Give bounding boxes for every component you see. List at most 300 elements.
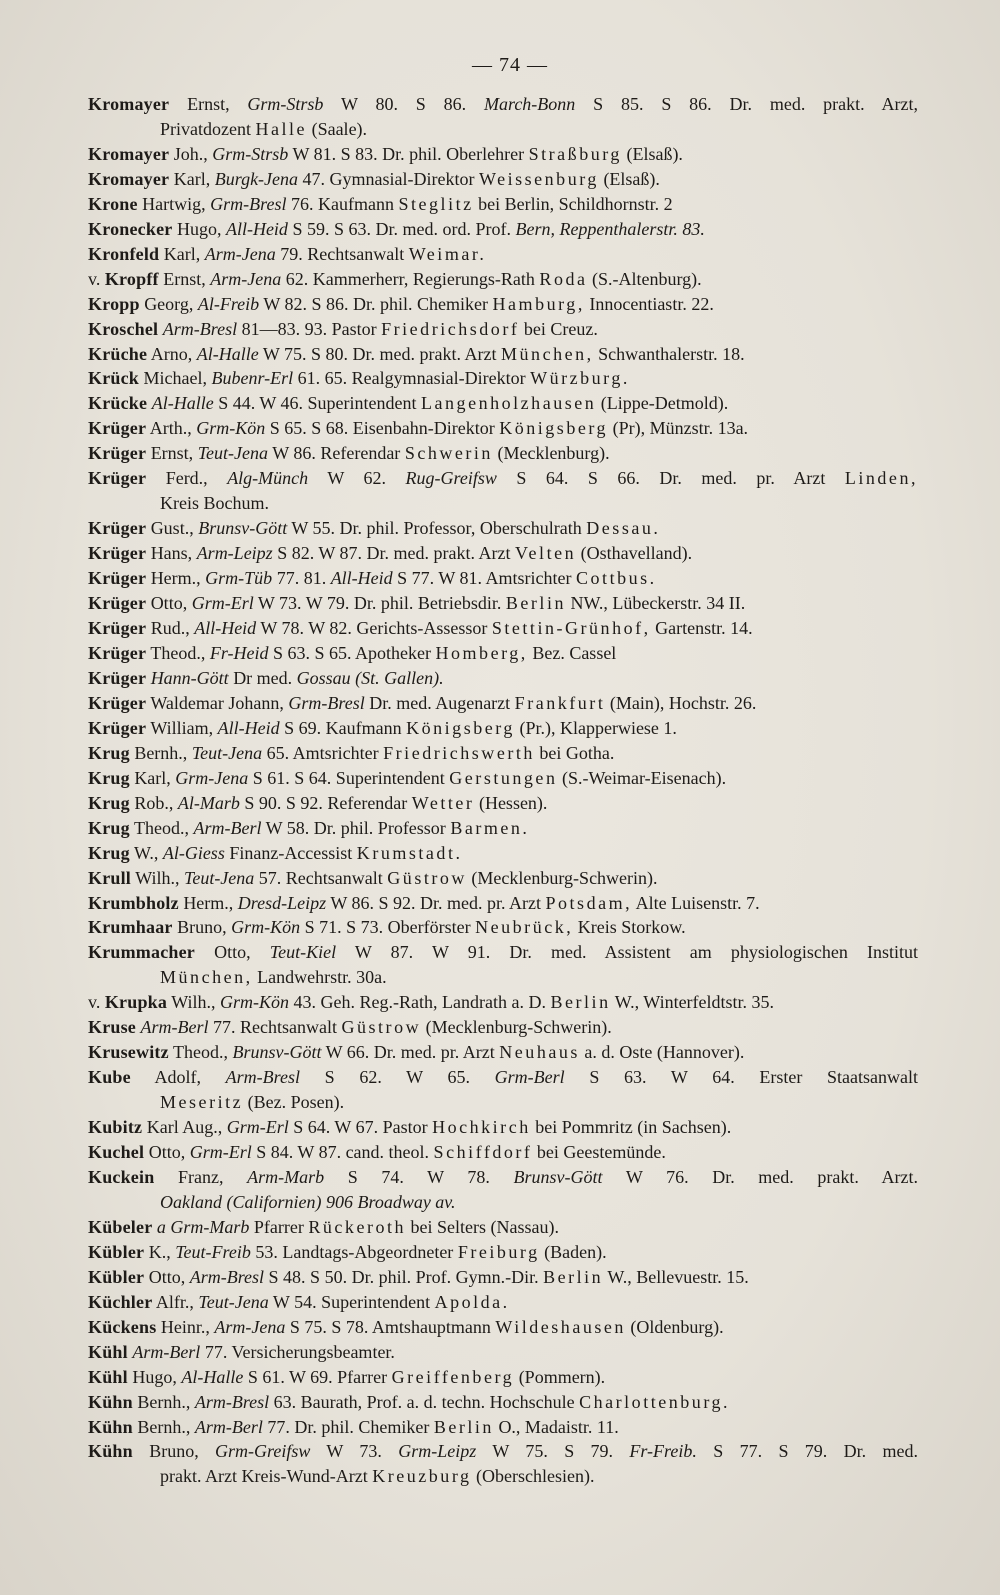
surname: Kronfeld	[88, 243, 160, 264]
affiliation-text: Grm-Leipz	[398, 1441, 477, 1462]
surname: Krüger	[88, 667, 147, 688]
entry-text: (Oberschlesien).	[471, 1466, 595, 1487]
place-name: Güstrow	[341, 1017, 422, 1038]
entry-text: (Baden).	[539, 1241, 607, 1262]
affiliation-text: Grm-Kön	[231, 917, 301, 938]
surname: Krug	[88, 842, 130, 863]
entry-text: Gust.,	[146, 518, 199, 539]
entry-line	[88, 92, 918, 117]
directory-entry	[88, 666, 918, 691]
place-name: Berlin	[505, 593, 566, 614]
entry-continuation-line	[88, 1464, 918, 1489]
surname: Kube	[88, 1067, 131, 1088]
place-name: Hochkirch	[432, 1117, 531, 1138]
surname: Kromayer	[88, 94, 170, 114]
entry-text: 61. 65. Realgymnasial-Direktor	[293, 368, 531, 389]
directory-entry	[88, 1390, 918, 1415]
entry-text: Ferd.,	[146, 468, 228, 489]
entry-line	[88, 816, 918, 841]
place-name: Dessau.	[586, 518, 661, 539]
entry-text: W 54. Superintendent	[268, 1291, 435, 1312]
entry-line	[88, 466, 918, 491]
place-name: Rückeroth	[308, 1216, 407, 1237]
directory-entry	[88, 940, 918, 990]
entry-line	[88, 1165, 918, 1190]
affiliation-text: Fr-Heid	[209, 642, 269, 663]
entry-text: W 75. S 80. Dr. med. prakt. Arzt	[258, 343, 502, 364]
entry-text: (Mecklenburg).	[492, 443, 610, 464]
entry-continuation-line	[88, 117, 918, 142]
entry-line	[88, 741, 918, 766]
affiliation-text: Burgk-Jena	[214, 168, 299, 189]
surname: Kruse	[88, 1017, 136, 1038]
affiliation-text: a Grm-Marb	[156, 1216, 250, 1237]
entry-text: Michael,	[139, 368, 212, 389]
affiliation-text: Arm-Jena	[210, 268, 282, 289]
place-name: Homberg,	[435, 642, 528, 663]
affiliation-text: Grm-Erl	[189, 1142, 252, 1163]
affiliation-text: Grm-Jena	[175, 767, 249, 788]
surname: Kühn	[88, 1441, 133, 1462]
entry-text: W 73.	[310, 1441, 399, 1462]
affiliation-text: Oakland (Californien) 906 Broadway av.	[160, 1191, 456, 1212]
entry-line	[88, 691, 918, 716]
affiliation-text: Arm-Marb	[247, 1166, 325, 1187]
directory-entry	[88, 1015, 918, 1040]
affiliation-text: Al-Halle	[151, 393, 214, 414]
place-name: Friedrichswerth	[383, 742, 535, 763]
surname: Kübeler	[88, 1216, 153, 1237]
entry-text: (S.-Altenburg).	[587, 268, 702, 289]
surname: Krüger	[88, 717, 147, 738]
entry-line	[88, 866, 918, 891]
entry-text: W 87. W 91. Dr. med. Assistent am physiologischen Institut	[336, 942, 918, 963]
entry-text: Ernst,	[158, 268, 211, 289]
entry-text: Hugo,	[127, 1366, 182, 1387]
affiliation-text: Teut-Jena	[183, 867, 255, 888]
directory-entry	[88, 891, 918, 916]
entry-line	[88, 915, 918, 940]
surname: Kühl	[88, 1366, 128, 1387]
directory-entry	[88, 791, 918, 816]
entry-text: Privatdozent	[160, 118, 256, 139]
directory-entry	[88, 766, 918, 791]
entry-text: W 80. S 86.	[323, 94, 484, 114]
place-name: Kreuzburg	[372, 1466, 472, 1487]
entry-text: bei Berlin, Schildhornstr. 2	[473, 193, 673, 214]
entry-line	[88, 217, 918, 242]
affiliation-text: Grm-Greifsw	[215, 1441, 311, 1462]
entry-text: (Lippe-Detmold).	[596, 393, 729, 414]
affiliation-text: Arm-Berl	[140, 1017, 209, 1038]
entry-text: Bez. Cassel	[527, 642, 617, 663]
entry-text: W 82. S 86. Dr. phil. Chemiker	[259, 293, 493, 314]
affiliation-text: Grm-Erl	[226, 1117, 289, 1138]
directory-entry	[88, 591, 918, 616]
directory-entry	[88, 716, 918, 741]
entry-text: S 85. S 86. Dr. med. prakt. Arzt,	[575, 94, 918, 114]
place-name: Linden,	[844, 468, 918, 489]
directory-entry	[88, 691, 918, 716]
surname: Kromayer	[88, 143, 170, 164]
entry-text: S 77. W 81. Amtsrichter	[392, 568, 577, 589]
affiliation-text: Bern, Reppenthalerstr. 83.	[515, 218, 705, 239]
entry-text: Joh.,	[169, 143, 213, 164]
entry-text: Bruno,	[172, 917, 232, 938]
directory-entry	[88, 1140, 918, 1165]
affiliation-text: Arm-Berl	[194, 1416, 263, 1437]
entry-text: S 61. S 64. Superintendent	[248, 767, 450, 788]
affiliation-text: Arm-Berl	[132, 1341, 201, 1362]
entry-text: Georg,	[139, 293, 198, 314]
place-name: Weissenburg	[479, 168, 599, 189]
directory-entry	[88, 142, 918, 167]
directory-entry	[88, 441, 918, 466]
place-name: Frankfurt	[514, 692, 606, 713]
entry-line	[88, 167, 918, 192]
entry-continuation-line	[88, 1190, 918, 1215]
affiliation-text: Grm-Strsb	[247, 94, 324, 114]
entry-line	[88, 366, 918, 391]
directory-entry	[88, 366, 918, 391]
entry-text: (Main), Hochstr. 26.	[605, 692, 757, 713]
entry-line	[88, 666, 918, 691]
entry-text: S 64. S 66. Dr. med. pr. Arzt	[496, 468, 845, 489]
entry-line	[88, 841, 918, 866]
place-name: Stettin-Grünhof,	[491, 618, 651, 639]
affiliation-text: Grm-Berl	[494, 1067, 565, 1088]
affiliation-text: Grm-Tüb	[205, 568, 273, 589]
surname: Kroschel	[88, 318, 159, 339]
entry-text: (S.-Weimar-Eisenach).	[557, 767, 727, 788]
entry-line	[88, 292, 918, 317]
entry-text: Otto,	[146, 593, 192, 614]
entry-text: Alfr.,	[152, 1291, 199, 1312]
surname: Krüger	[88, 593, 147, 614]
surname: Krüger	[88, 568, 147, 589]
entry-line	[88, 317, 918, 342]
entry-text: 65. Amtsrichter	[262, 742, 384, 763]
entry-line	[88, 791, 918, 816]
place-name: Velten	[515, 543, 577, 564]
entry-text: (Saale).	[307, 118, 368, 139]
entry-text: Theod.,	[129, 817, 194, 838]
surname: Kuckein	[88, 1166, 155, 1187]
place-name: Greiffenberg	[391, 1366, 515, 1387]
entry-line	[88, 267, 918, 292]
surname: Krumhaar	[88, 917, 173, 938]
entry-line	[88, 1340, 918, 1365]
directory-entry	[88, 616, 918, 641]
entry-text: Bernh.,	[129, 742, 192, 763]
entry-text: W 62.	[308, 468, 406, 489]
entry-text: Innocentiastr. 22.	[584, 293, 714, 314]
directory-entry	[88, 566, 918, 591]
entry-line	[88, 1439, 918, 1464]
entry-text: Karl,	[129, 767, 176, 788]
directory-entry	[88, 1265, 918, 1290]
entry-text: Karl Aug.,	[142, 1117, 227, 1138]
entry-text: W 73. W 79. Dr. phil. Betriebsdir.	[253, 593, 506, 614]
surname: Krupka	[104, 992, 168, 1013]
entry-text: Ernst,	[169, 94, 248, 114]
entry-text: bei Gotha.	[534, 742, 615, 763]
entry-line	[88, 641, 918, 666]
entry-line	[88, 591, 918, 616]
affiliation-text: Hann-Gött	[150, 667, 229, 688]
directory-entry	[88, 541, 918, 566]
entry-text: S 44. W 46. Superintendent	[213, 393, 422, 414]
entry-text: W 76. Dr. med. prakt. Arzt.	[602, 1166, 918, 1187]
entry-text: Bruno,	[132, 1441, 216, 1462]
entry-text: Alte Luisenstr. 7.	[632, 892, 760, 913]
entry-text: W., Winterfeldtstr. 35.	[610, 992, 775, 1013]
entry-text: S 59. S 63. Dr. med. ord. Prof.	[287, 218, 516, 239]
entry-text: 81—83. 93. Pastor	[237, 318, 382, 339]
entry-text: W 81. S 83. Dr. phil. Oberlehrer	[288, 143, 529, 164]
entry-text: Arth.,	[146, 418, 197, 439]
entry-text: (Hessen).	[474, 792, 548, 813]
surname: Kromayer	[88, 168, 170, 189]
surname: Kronecker	[88, 218, 173, 239]
directory-entry	[88, 516, 918, 541]
surname: Krüger	[88, 443, 147, 464]
entry-text: W 86. S 92. Dr. med. pr. Arzt	[326, 892, 546, 913]
entry-text: Dr. med. Augenarzt	[364, 692, 515, 713]
directory-entry	[88, 1365, 918, 1390]
entry-line	[88, 391, 918, 416]
directory-entry	[88, 192, 918, 217]
affiliation-text: Al-Halle	[181, 1366, 244, 1387]
entry-text: Otto,	[144, 1142, 190, 1163]
surname: Kuchel	[88, 1142, 145, 1163]
place-name: Straßburg	[528, 143, 622, 164]
surname: Kropp	[88, 293, 140, 314]
entry-text: W 78. W 82. Gerichts-Assessor	[256, 618, 492, 639]
page-number: — 74 —	[472, 54, 548, 76]
directory-entry	[88, 990, 918, 1015]
entry-text: S 63. S 65. Apotheker	[268, 642, 436, 663]
entry-text: S 77. S 79. Dr. med.	[696, 1441, 918, 1462]
affiliation-text: Grm-Bresl	[288, 692, 365, 713]
surname: Kückens	[88, 1316, 157, 1337]
entry-text: S 84. W 87. cand. theol.	[251, 1142, 434, 1163]
entry-text: S 75. S 78. Amtshauptmann	[285, 1316, 496, 1337]
place-name: Charlottenburg.	[579, 1391, 731, 1412]
entry-continuation-line	[88, 965, 918, 990]
surname: Krüger	[88, 418, 147, 439]
entry-text: Dr med.	[228, 667, 297, 688]
affiliation-text: Alg-Münch	[227, 468, 309, 489]
entry-text: Rud.,	[146, 618, 195, 639]
directory-entry	[88, 242, 918, 267]
affiliation-text: Arm-Jena	[214, 1316, 286, 1337]
entry-text: NW., Lübeckerstr. 34 II.	[566, 593, 746, 614]
entry-text: Bernh.,	[132, 1416, 195, 1437]
directory-entry	[88, 1065, 918, 1115]
entry-text: bei Pommritz (in Sachsen).	[530, 1117, 732, 1138]
entry-line	[88, 990, 918, 1015]
directory-entry	[88, 1340, 918, 1365]
affiliation-text: Grm-Erl	[191, 593, 254, 614]
entry-line	[88, 1415, 918, 1440]
affiliation-text: All-Heid	[217, 717, 280, 738]
place-name: Meseritz	[160, 1092, 244, 1113]
entry-text: 77. Rechtsanwalt	[208, 1017, 342, 1038]
surname: Krug	[88, 817, 130, 838]
entry-text: Hans,	[146, 543, 197, 564]
entry-text: Franz,	[154, 1166, 248, 1187]
affiliation-text: Teut-Jena	[198, 1291, 269, 1312]
affiliation-text: Brunsv-Gött	[232, 1042, 322, 1063]
surname: Kühn	[88, 1391, 133, 1412]
entry-text: 77. Dr. phil. Chemiker	[262, 1416, 434, 1437]
entry-text: (Pr.), Klapperwiese 1.	[514, 717, 677, 738]
directory-entry	[88, 1439, 918, 1489]
entry-text: Wilh.,	[167, 992, 221, 1013]
entry-text: S 65. S 68. Eisenbahn-Direktor	[265, 418, 500, 439]
place-name: Friedrichsdorf	[381, 318, 520, 339]
entry-text: 53. Landtags-Abgeordneter	[250, 1241, 458, 1262]
place-name: Königsberg	[499, 418, 609, 439]
entry-line	[88, 242, 918, 267]
directory-entry	[88, 466, 918, 516]
directory-entry	[88, 1415, 918, 1440]
affiliation-text: Rug-Greifsw	[405, 468, 497, 489]
place-name: Cottbus.	[576, 568, 657, 589]
place-name: Neuhaus	[499, 1042, 580, 1063]
entry-text: 43. Geh. Reg.-Rath, Landrath a. D.	[289, 992, 551, 1013]
surname: Kubitz	[88, 1117, 143, 1138]
affiliation-text: Grm-Strsb	[212, 143, 289, 164]
affiliation-text: Dresd-Leipz	[237, 892, 327, 913]
entry-text: Bernh.,	[132, 1391, 195, 1412]
surname: Krull	[88, 867, 132, 888]
directory-entry	[88, 866, 918, 891]
entry-text: W 58. Dr. phil. Professor	[261, 817, 451, 838]
place-name: Wetter	[411, 792, 475, 813]
entry-text: 77. Versicherungsbeamter.	[200, 1341, 395, 1362]
entry-text: Otto,	[194, 942, 270, 963]
directory-entry	[88, 841, 918, 866]
directory-entry	[88, 1290, 918, 1315]
directory-entry	[88, 816, 918, 841]
affiliation-text: Grm-Kön	[196, 418, 266, 439]
entry-continuation-line	[88, 491, 918, 516]
entry-text: Herm.,	[146, 568, 206, 589]
directory-entry	[88, 167, 918, 192]
surname: Küchler	[88, 1291, 153, 1312]
place-name: Neubrück,	[475, 917, 574, 938]
entry-text: (Oldenburg).	[625, 1316, 724, 1337]
entry-line	[88, 1115, 918, 1140]
surname: Kühl	[88, 1341, 128, 1362]
entry-line	[88, 1215, 918, 1240]
entry-text: 57. Rechtsanwalt	[254, 867, 388, 888]
surname: Krüger	[88, 642, 147, 663]
entry-text: S 71. S 73. Oberförster	[300, 917, 476, 938]
entry-text: Karl,	[169, 168, 215, 189]
place-name: Apolda.	[434, 1291, 510, 1312]
affiliation-text: Al-Halle	[196, 343, 259, 364]
entry-text: (Elsaß).	[621, 143, 683, 164]
place-name: Wildeshausen	[495, 1316, 626, 1337]
affiliation-text: Arm-Bresl	[189, 1266, 265, 1287]
entry-text: S 82. W 87. Dr. med. prakt. Arzt	[272, 543, 516, 564]
entry-text: S 61. W 69. Pfarrer	[243, 1366, 392, 1387]
entry-text: Heinr.,	[156, 1316, 215, 1337]
entry-text: W 66. Dr. med. pr. Arzt	[321, 1042, 500, 1063]
entry-text: Kreis Bochum.	[160, 493, 269, 514]
entry-text: S 48. S 50. Dr. phil. Prof. Gymn.-Dir.	[264, 1266, 544, 1287]
surname: Kübler	[88, 1241, 145, 1262]
entry-text: 79. Rechtsanwalt	[275, 243, 409, 264]
surname: Krüger	[88, 468, 147, 489]
affiliation-text: Teut-Jena	[191, 742, 263, 763]
affiliation-text: Arm-Bresl	[225, 1067, 300, 1088]
entry-line	[88, 1365, 918, 1390]
entry-text: Hartwig,	[137, 193, 211, 214]
entry-text: (Pr), Münzstr. 13a.	[608, 418, 749, 439]
entry-text: W 55. Dr. phil. Professor, Oberschulrath	[287, 518, 587, 539]
surname: Krüche	[88, 343, 148, 364]
place-name: Langenholzhausen	[421, 393, 597, 414]
entry-text: 63. Baurath, Prof. a. d. techn. Hochschule	[269, 1391, 580, 1412]
place-name: Berlin	[550, 992, 611, 1013]
directory-entry	[88, 317, 918, 342]
affiliation-text: Arm-Berl	[193, 817, 262, 838]
place-name: Barmen.	[450, 817, 530, 838]
entry-text: (Bez. Posen).	[243, 1092, 345, 1113]
surname: Krüger	[88, 543, 147, 564]
entry-text: Karl,	[159, 243, 205, 264]
entry-line	[88, 541, 918, 566]
entry-text: Wilh.,	[131, 867, 184, 888]
surname: Krücke	[88, 393, 148, 414]
affiliation-text: Al-Giess	[162, 842, 225, 863]
place-name: München,	[501, 343, 594, 364]
entry-text: William,	[146, 717, 218, 738]
entry-text: Adolf,	[130, 1067, 226, 1088]
surname: Krug	[88, 792, 130, 813]
entry-text: 47. Gymnasial-Direktor	[298, 168, 479, 189]
place-name: Roda	[539, 268, 588, 289]
directory-entry	[88, 342, 918, 367]
directory-entry	[88, 1115, 918, 1140]
affiliation-text: All-Heid	[194, 618, 257, 639]
directory-entry	[88, 915, 918, 940]
entry-text: 76. Kaufmann	[286, 193, 399, 214]
entry-text: S 63. W 64. Erster Staatsanwalt	[564, 1067, 918, 1088]
entry-text: bei Selters (Nassau).	[406, 1216, 560, 1237]
entry-line	[88, 566, 918, 591]
entry-text: Arno,	[147, 343, 197, 364]
affiliation-text: Gossau (St. Gallen).	[296, 667, 444, 688]
affiliation-text: Al-Freib	[197, 293, 260, 314]
affiliation-text: Arm-Jena	[204, 243, 276, 264]
directory-entry	[88, 416, 918, 441]
entry-text: S 74. W 78.	[324, 1166, 514, 1187]
entry-line	[88, 441, 918, 466]
affiliation-text: Arm-Leipz	[196, 543, 273, 564]
entry-line	[88, 416, 918, 441]
entry-line	[88, 1065, 918, 1090]
directory-entry	[88, 1215, 918, 1240]
place-name: Güstrow	[387, 867, 467, 888]
place-name: München,	[160, 967, 253, 988]
entry-text: S 62. W 65.	[299, 1067, 495, 1088]
place-name: Freiburg	[457, 1241, 540, 1262]
